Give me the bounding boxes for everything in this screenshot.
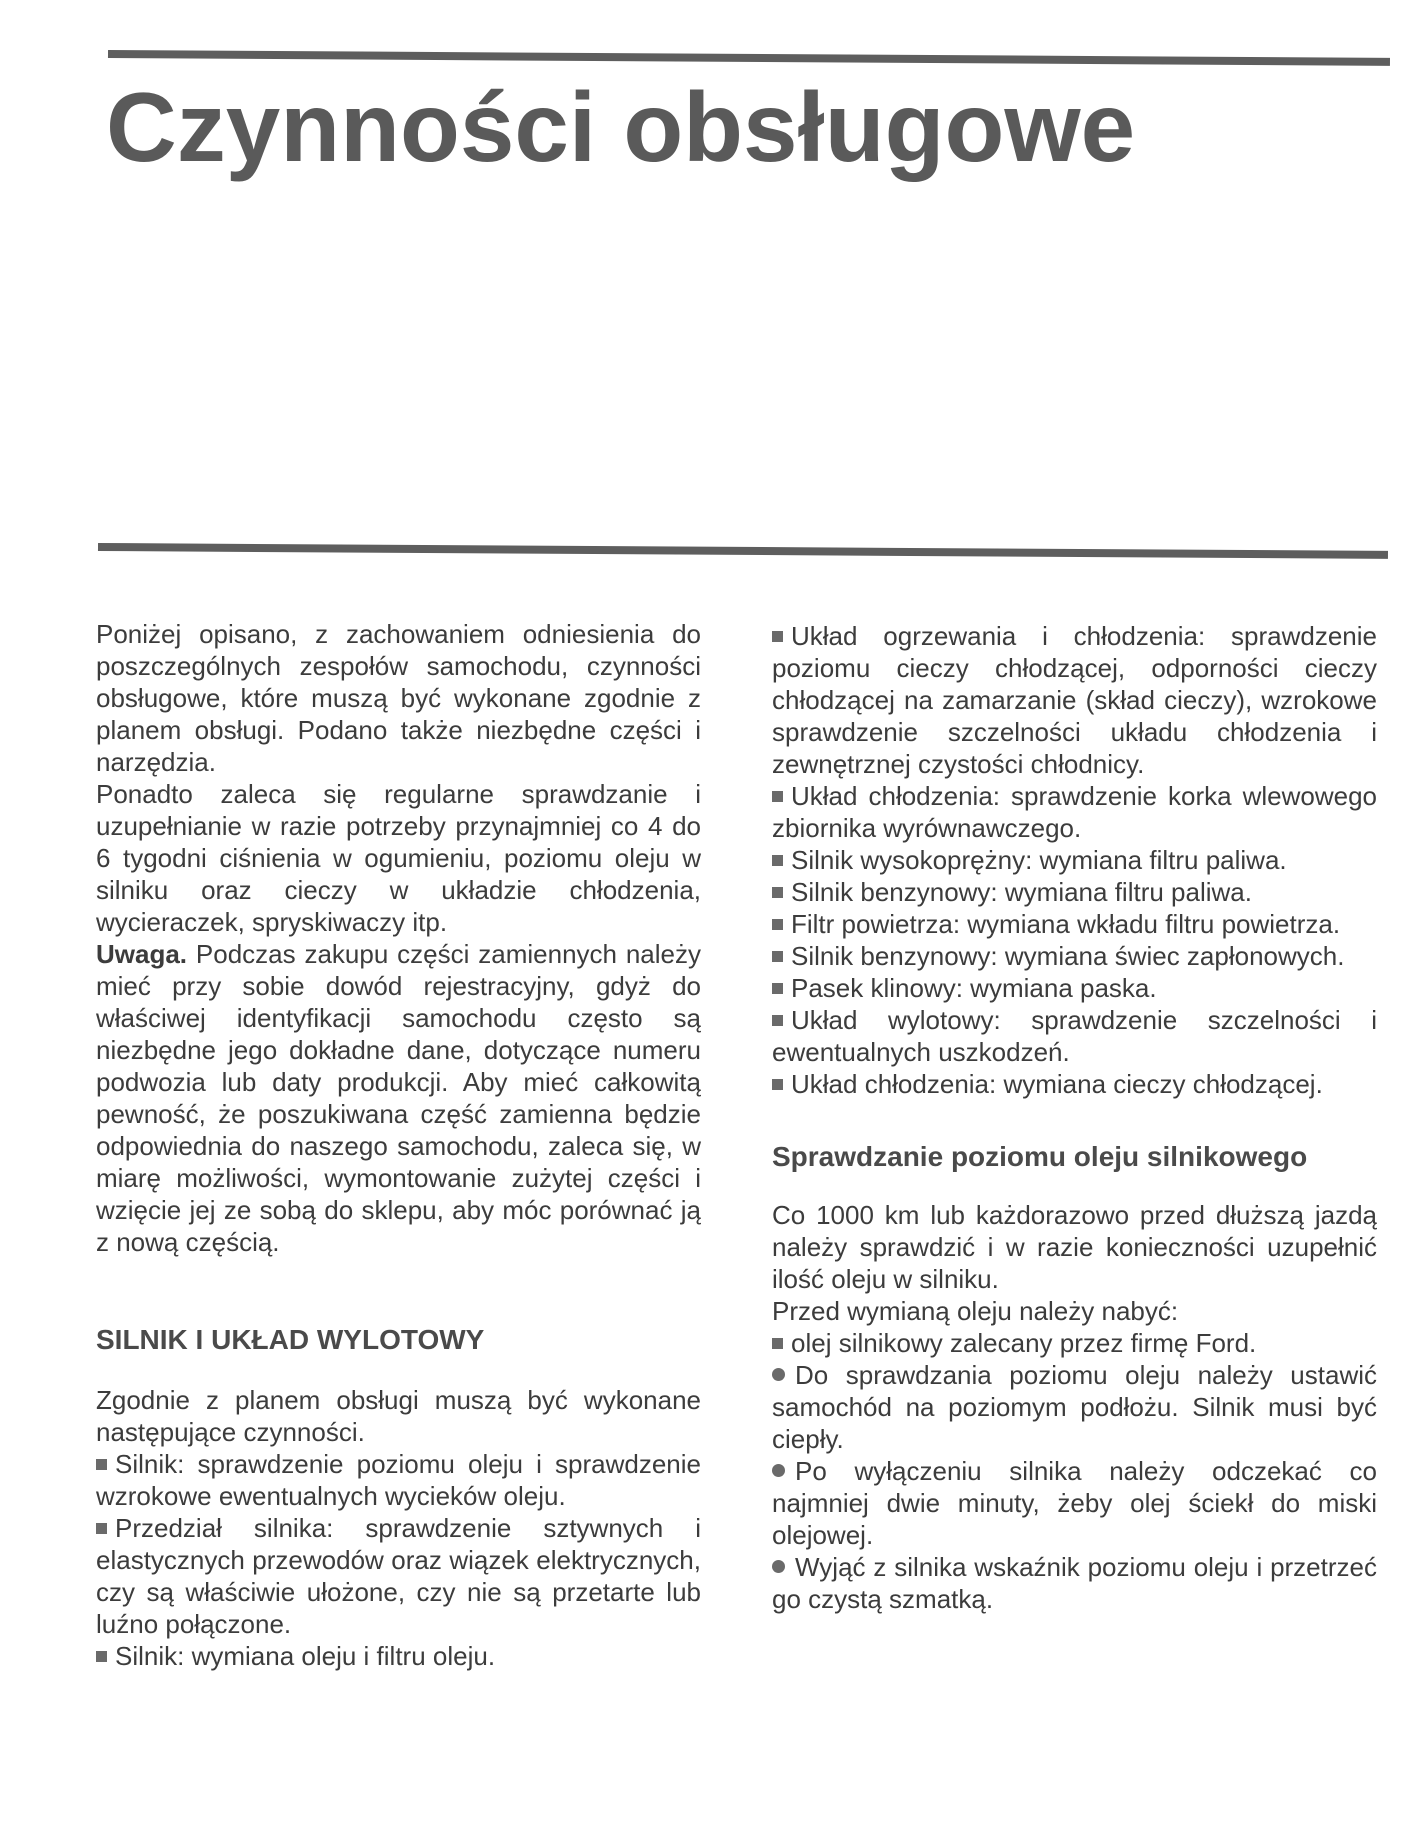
step-item: Wyjąć z silnika wskaźnik poziomu oleju i przetrzeć go czystą szmatką. — [772, 1552, 1377, 1614]
list-item: Pasek klinowy: wymiana paska. — [772, 972, 1377, 1004]
subsection-intro: Co 1000 km lub każdorazowo przed dłuższą jazdą należy sprawdzić i w razie konieczności uzupełnić ilość oleju w silniku. — [772, 1200, 1377, 1294]
intro-paragraph: Poniżej opisano, z zachowaniem odniesienia do poszczególnych zespołów samochodu, czynności obsługowe, które muszą być wykonane zgodnie z planem obsługi. Podano także niezbędne części i narzędzia. — [96, 619, 701, 777]
list-item: Układ ogrzewania i chłodzenia: sprawdzenie poziomu cieczy chłodzącej, odporności cieczy chłodzącej na zamarzanie (skład cieczy), wzrokowe sprawdzenie szczelności układu chłodzenia i zewnętrznej czystości chłodnicy. — [772, 621, 1377, 779]
square-bullet-icon — [772, 951, 783, 962]
round-bullet-icon — [772, 1464, 785, 1477]
top-rule — [108, 50, 1390, 66]
page-title: Czynności obsługowe — [106, 72, 1136, 182]
list-item: olej silnikowy zalecany przez firmę Ford. — [772, 1327, 1377, 1359]
square-bullet-icon — [772, 791, 783, 802]
subsection-heading-oil-check: Sprawdzanie poziomu oleju silnikowego — [772, 1141, 1308, 1172]
list-item: Silnik wysokoprężny: wymiana filtru paliwa. — [772, 844, 1377, 876]
section-intro: Zgodnie z planem obsługi muszą być wykonane następujące czynności. — [96, 1385, 701, 1447]
note-label: Uwaga. — [96, 939, 188, 969]
square-bullet-icon — [772, 983, 783, 994]
square-bullet-icon — [772, 919, 783, 930]
list-item: Silnik benzynowy: wymiana filtru paliwa. — [772, 876, 1377, 908]
list-item: Silnik benzynowy: wymiana świec zapłonowych. — [772, 940, 1377, 972]
round-bullet-icon — [772, 1560, 785, 1573]
square-bullet-icon — [772, 1079, 783, 1090]
section-heading-engine: SILNIK I UKŁAD WYLOTOWY — [96, 1324, 485, 1355]
recommendation-paragraph: Ponadto zaleca się regularne sprawdzanie i uzupełnianie w razie potrzeby przynajmniej co 4 do 6 tygodni ciśnienia w ogumieniu, poziomu oleju w silniku oraz cieczy w układzie chłodzenia, wycieraczek, spryskiwaczy itp. — [96, 779, 701, 937]
note-text: Podczas zakupu części zamiennych należy mieć przy sobie dowód rejestracyjny, gdyż do właściwej identyfikacji samochodu często są niezbędne jego dokładne dane, dotyczące numeru podwozia lub daty produkcji. Aby mieć całkowitą pewność, że poszukiwana część zamienna będzie odpowiednia do naszego samochodu, zaleca się, w miarę możliwości, wymontowanie zużytej części i wzięcie jej ze sobą do sklepu, aby móc porównać ją z nową częścią. — [96, 939, 701, 1257]
list-item: Układ chłodzenia: wymiana cieczy chłodzącej. — [772, 1068, 1377, 1100]
step-item: Po wyłączeniu silnika należy odczekać co najmniej dwie minuty, żeby olej ściekł do miski olejowej. — [772, 1456, 1377, 1550]
square-bullet-icon — [772, 855, 783, 866]
round-bullet-icon — [772, 1368, 785, 1381]
square-bullet-icon — [772, 887, 783, 898]
list-item: Układ wylotowy: sprawdzenie szczelności i ewentualnych uszkodzeń. — [772, 1005, 1377, 1067]
square-bullet-icon — [96, 1459, 107, 1470]
square-bullet-icon — [772, 631, 783, 642]
list-item: Filtr powietrza: wymiana wkładu filtru powietrza. — [772, 908, 1377, 940]
square-bullet-icon — [772, 1015, 783, 1026]
list-item: Silnik: sprawdzenie poziomu oleju i sprawdzenie wzrokowe ewentualnych wycieków oleju. — [96, 1449, 701, 1511]
right-column — [772, 620, 1377, 1615]
step-item: Do sprawdzania poziomu oleju należy ustawić samochód na poziomym podłożu. Silnik musi być ciepły. — [772, 1360, 1377, 1454]
purchase-intro: Przed wymianą oleju należy nabyć: — [772, 1296, 1179, 1326]
list-item: Silnik: wymiana oleju i filtru oleju. — [96, 1640, 701, 1672]
square-bullet-icon — [772, 1338, 783, 1349]
square-bullet-icon — [96, 1651, 107, 1662]
section-rule — [98, 543, 1388, 559]
note-paragraph — [96, 938, 701, 1258]
left-column — [96, 618, 701, 1672]
list-item: Układ chłodzenia: sprawdzenie korka wlewowego zbiornika wyrównawczego. — [772, 781, 1377, 843]
square-bullet-icon — [96, 1523, 107, 1534]
list-item: Przedział silnika: sprawdzenie sztywnych i elastycznych przewodów oraz wiązek elektrycznych, czy są właściwie ułożone, czy nie są przetarte lub luźno połączone. — [96, 1513, 701, 1639]
